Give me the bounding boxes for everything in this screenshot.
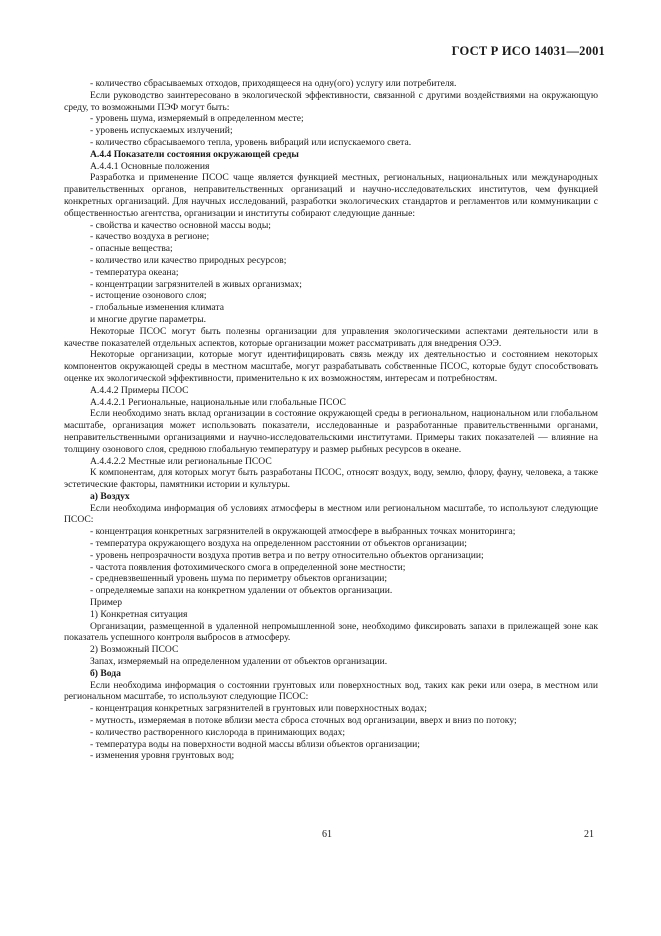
list-item: - определяемые запахи на конкретном удалении от объектов организации. [90,585,393,597]
paragraph: А.4.4.2.1 Региональные, национальные или глобальные ПСОС [90,396,346,408]
page-number-center: 61 [322,829,332,840]
paragraph: Разработка и применение ПСОС чаще является функцией местных, региональных, национальных или международных правительственных органов, неправительственных организаций и научно-исследовательских институтов, чем функцией конкретных организаций. Для научных исследований, разработки экологических стандартов и регламентов или коммуникации с общественностью агентства, организации и институты собирают следующие данные: [64,172,598,219]
list-item: - уровень испускаемых излучений; [90,125,233,137]
list-item: - количество или качество природных ресурсов; [90,254,287,266]
section-heading: А.4.4 Показатели состояния окружающей среды [90,148,299,160]
standard-title-header: ГОСТ Р ИСО 14031—2001 [451,44,605,58]
paragraph: А.4.4.1 Основные положения [90,160,210,172]
list-item: - частота появления фотохимического смога в определенной зоне местности; [90,561,406,573]
list-item: - опасные вещества; [90,243,173,255]
section-heading: а) Воздух [90,490,130,502]
document-body [64,78,598,762]
paragraph: Если необходимо знать вклад организации в состояние окружающей среды в региональном, национальном или глобальном масштабе, организация может использовать показатели, исследованные и разработанные правительственными органами, неправительственными организациями и научно-исследовательскими институтами. Примеры таких показателей — влияние на толщину озонового слоя, среднюю глобальную температуру и размер рыбных ресурсов в океане. [64,408,598,455]
list-item: - температура окружающего воздуха на определенном расстоянии от объектов организации; [90,538,467,550]
list-item: - уровень шума, измеряемый в определенном месте; [90,113,304,125]
list-item: - количество растворенного кислорода в принимающих водах; [90,726,346,738]
paragraph: Некоторые организации, которые могут идентифицировать связь между их деятельностью и состоянием некоторых компонентов окружающей среды в местном масштабе, могут разрабатывать собственные ПСОС, которые будут способствовать оценке их экологической эффективности, применительно к их возможностям, интересам и потребностям. [64,349,598,384]
paragraph: Организации, размещенной в удаленной непромышленной зоне, необходимо фиксировать запахи в прилежащей зоне как показатель успешного контроля выбросов в атмосферу. [64,620,598,644]
list-item: - мутность, измеряемая в потоке вблизи места сброса сточных вод организации, вверх и вниз по потоку; [90,715,517,727]
list-item: - концентрации загрязнителей в живых организмах; [90,278,302,290]
list-item: - концентрация конкретных загрязнителей в грунтовых или поверхностных водах; [90,703,427,715]
list-item: - температура воды на поверхности водной массы вблизи объектов организации; [90,738,420,750]
list-item: - количество сбрасываемых отходов, приходящееся на одну(ого) услугу или потребителя. [90,78,457,89]
paragraph: А.4.4.2.2 Местные или региональные ПСОС [90,455,272,467]
paragraph: Некоторые ПСОС могут быть полезны организации для управления экологическими аспектами деятельности или в качестве показателей отдельных аспектов, которые организации может рассматривать для внедрения ОЭЭ. [64,325,598,349]
list-item: - уровень непрозрачности воздуха против ветра и по ветру относительно объектов организации; [90,549,484,561]
paragraph: К компонентам, для которых могут быть разработаны ПСОС, относят воздух, воду, землю, флору, фауну, человека, а также эстетические факторы, памятники истории и культуры. [64,467,598,491]
list-item: - количество сбрасываемого тепла, уровень вибраций или испускаемого света. [90,136,412,148]
list-item: - глобальные изменения климата [90,302,225,314]
paragraph: А.4.4.2 Примеры ПСОС [90,384,189,396]
paragraph: Запах, измеряемый на определенном удалении от объектов организации. [90,656,388,668]
paragraph: Если руководство заинтересовано в экологической эффективности, связанной с другими воздействиями на окружающую среду, то возможными ПЭФ могут быть: [64,89,598,113]
paragraph: Если необходима информация об условиях атмосферы в местном или региональном масштабе, то используют следующие ПСОС: [64,502,598,526]
list-item: - свойства и качество основной массы воды; [90,219,271,231]
list-item: - изменения уровня грунтовых вод; [90,750,235,762]
list-item: - концентрация конкретных загрязнителей в окружающей атмосфере в выбранных точках мониторинга; [90,526,516,538]
paragraph: Если необходима информация о состоянии грунтовых или поверхностных вод, таких как реки или озера, в местном или региональном масштабе, то используют следующие ПСОС: [64,679,598,703]
list-item: - истощение озонового слоя; [90,290,207,302]
paragraph: 1) Конкретная ситуация [90,608,188,620]
paragraph: Пример [90,597,122,609]
list-item: - качество воздуха в регионе; [90,231,210,243]
page-number-right: 21 [584,829,594,840]
section-heading: б) Вода [90,667,121,679]
list-item: - средневзвешенный уровень шума по периметру объектов организации; [90,573,388,585]
list-item: - температура океана; [90,266,179,278]
paragraph: и многие другие параметры. [90,313,207,325]
paragraph: 2) Возможный ПСОС [90,644,179,656]
